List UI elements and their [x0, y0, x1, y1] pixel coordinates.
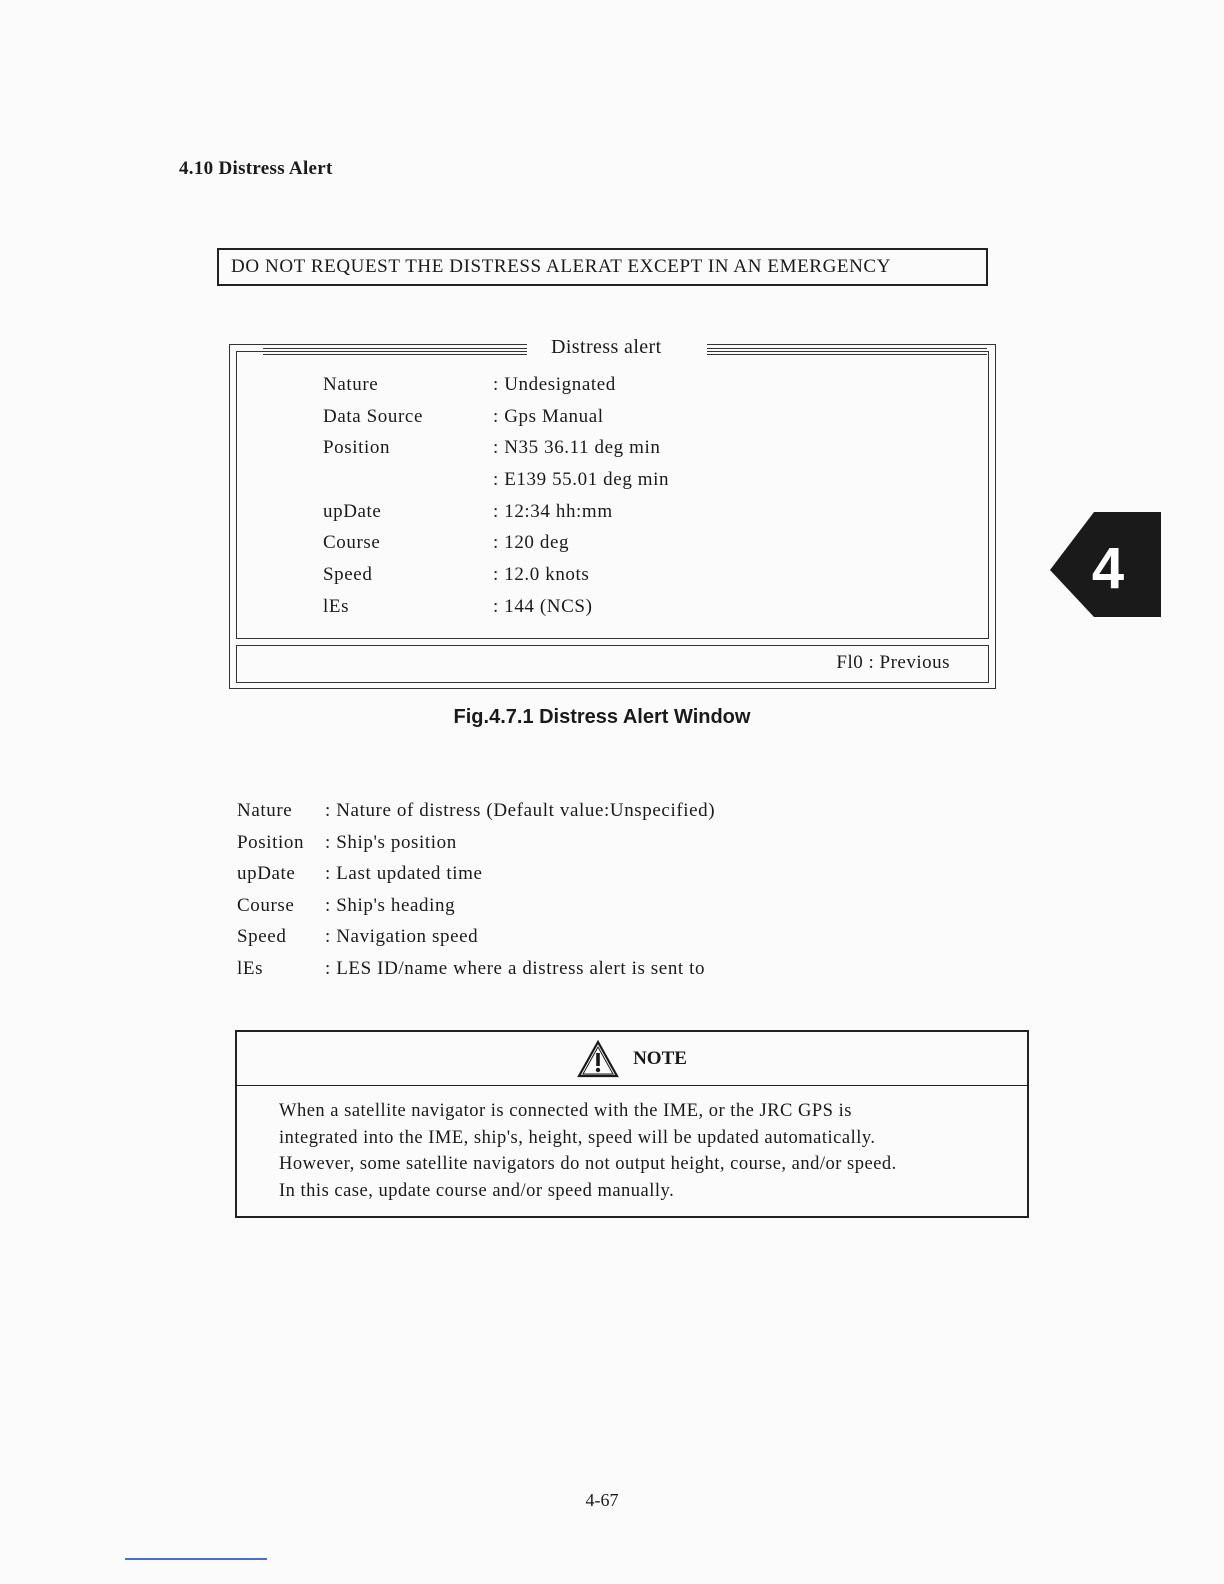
field-label: Data Source	[323, 405, 423, 427]
field-row	[323, 564, 669, 596]
field-list	[323, 374, 669, 628]
title-rule-left	[263, 348, 527, 355]
definition-term: Speed	[237, 926, 287, 948]
field-row	[323, 469, 669, 501]
field-label	[323, 469, 493, 501]
definition-row	[237, 895, 715, 927]
field-label: Position	[323, 437, 391, 459]
field-value: : 12.0 knots	[493, 564, 590, 586]
note-box	[235, 1030, 1029, 1218]
definition-term: Course	[237, 894, 295, 916]
definition-row	[237, 832, 715, 864]
chapter-tab	[1050, 512, 1161, 617]
emergency-warning-text: DO NOT REQUEST THE DISTRESS ALERAT EXCEPT IN AN EMERGENCY	[231, 256, 892, 277]
definition-row	[237, 926, 715, 958]
field-row	[323, 596, 669, 628]
definition-text: : Ship's position	[325, 831, 457, 853]
emergency-warning-box	[217, 248, 988, 286]
field-value: : E139 55.01 deg min	[493, 469, 670, 491]
field-value: : 120 deg	[493, 532, 570, 554]
definition-text: : LES ID/name where a distress alert is sent to	[325, 957, 706, 979]
field-label: Nature	[323, 374, 379, 395]
definition-text: : Nature of distress (Default value:Unspecified)	[325, 800, 716, 821]
window-footer	[236, 645, 989, 683]
definition-text: : Ship's heading	[325, 894, 456, 916]
field-row	[323, 437, 669, 469]
definition-text: : Last updated time	[325, 863, 483, 885]
window-body	[236, 336, 989, 639]
field-value: : 12:34 hh:mm	[493, 500, 613, 522]
definition-term: Position	[237, 831, 305, 853]
note-line: integrated into the IME, ship's, height, speed will be updated automatically.	[279, 1127, 876, 1148]
note-title: NOTE	[633, 1047, 687, 1069]
field-label: Speed	[323, 564, 373, 586]
page-number: 4-67	[585, 1490, 619, 1510]
chapter-number: 4	[1091, 536, 1125, 601]
definitions-list	[237, 800, 715, 990]
field-row	[323, 374, 669, 406]
note-body	[279, 1098, 999, 1204]
section-title: 4.10 Distress Alert	[179, 158, 333, 179]
warning-triangle-icon	[577, 1040, 619, 1078]
distress-alert-window	[229, 336, 996, 689]
figure-caption: Fig.4.7.1 Distress Alert Window	[453, 706, 751, 728]
window-title: Distress alert	[551, 336, 662, 358]
title-rule-right	[701, 348, 987, 355]
field-label: lEs	[323, 595, 350, 617]
note-line: However, some satellite navigators do not output height, course, and/or speed.	[279, 1154, 897, 1174]
previous-key-hint[interactable]: Fl0 : Previous	[836, 652, 950, 673]
definition-term: upDate	[237, 863, 296, 885]
definition-row	[237, 958, 715, 990]
field-value: : Undesignated	[493, 374, 616, 395]
definition-row	[237, 863, 715, 895]
field-value: : Gps Manual	[493, 405, 604, 427]
definition-text: : Navigation speed	[325, 926, 479, 948]
field-value: : N35 36.11 deg min	[493, 437, 661, 459]
field-label: upDate	[323, 500, 382, 522]
definition-row	[237, 800, 715, 832]
bottom-rule	[125, 1558, 267, 1560]
field-row	[323, 501, 669, 533]
field-label: Course	[323, 532, 381, 554]
field-value: : 144 (NCS)	[493, 595, 593, 617]
definition-term: Nature	[237, 800, 293, 821]
field-row	[323, 406, 669, 438]
note-line: In this case, update course and/or speed manually.	[279, 1180, 675, 1201]
note-header	[237, 1032, 1027, 1086]
field-row	[323, 532, 669, 564]
note-line: When a satellite navigator is connected with the IME, or the JRC GPS is	[279, 1101, 852, 1121]
definition-term: lEs	[237, 957, 264, 979]
